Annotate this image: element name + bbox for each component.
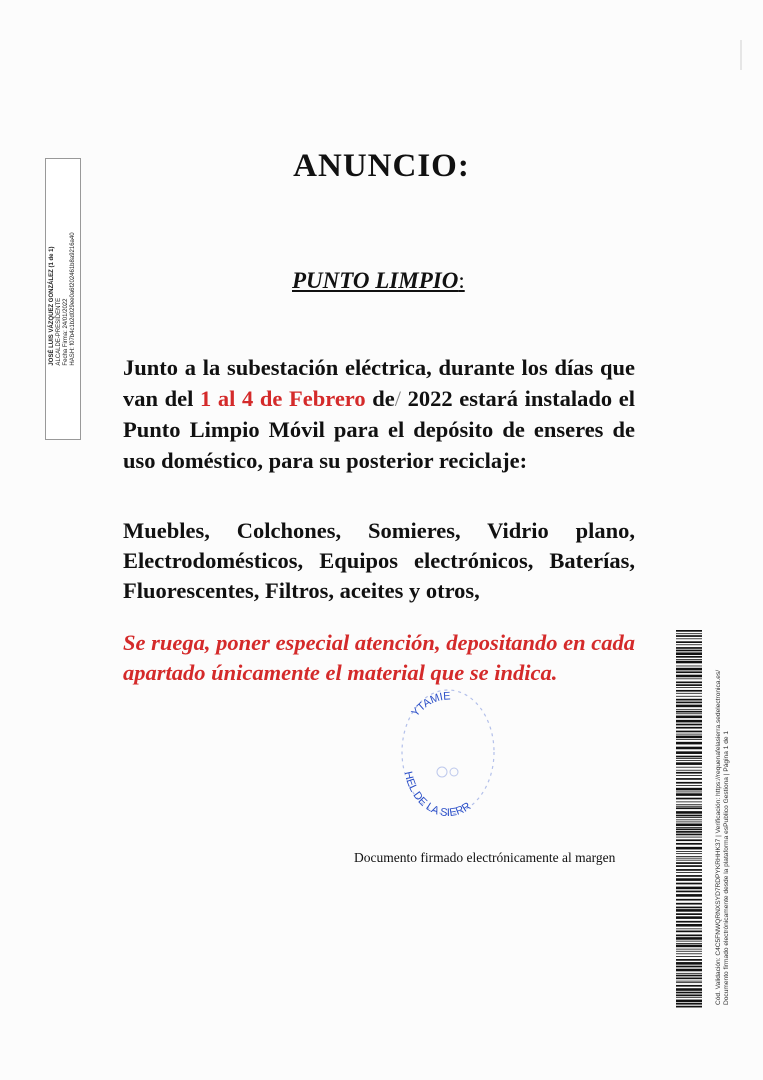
barcode-bar [676,675,702,678]
barcode-bar [676,862,702,864]
barcode-bar [676,875,702,877]
barcode-bar [676,883,702,885]
barcode-bar [676,775,702,776]
signature-box [45,158,81,440]
barcode-bar [676,641,702,643]
svg-text:YTAMIE [409,690,450,719]
barcode-bar [676,973,702,974]
barcode-bar [676,891,702,893]
barcode-bar [676,899,702,901]
materials-list: Muebles, Colchones, Somieres, Vidrio plano, Electrodomésticos, Equipos electrónicos, Baterías, Fluorescentes, Filtros, aceites y otros, [123,518,635,603]
barcode-bar [676,736,702,739]
signer-name: JOSÉ LUIS VÁZQUEZ GONZÁLEZ (1 de 1) [49,246,55,366]
barcode-bar [676,941,702,942]
barcode-bar [676,909,702,912]
barcode-bar [676,951,702,952]
barcode-bar [676,650,702,652]
barcode-bar [676,801,702,802]
verification-text [715,625,731,1005]
barcode-bar [676,831,702,833]
barcode-bar [676,962,702,965]
sign-hash: HASH: f07b4c1b2d029ee0a6f202461b8a9216a40 [70,232,76,366]
barcode-bar [676,678,702,679]
barcode-bar [676,907,702,909]
subtitle-text: PUNTO LIMPIO [292,268,459,293]
barcode-bar [676,756,702,758]
municipal-stamp [392,672,504,822]
paragraph1-slash: / [394,386,402,411]
barcode-bar [676,806,702,807]
barcode-bar [676,804,702,805]
barcode-bar [676,747,702,750]
barcode-bar [676,921,702,923]
barcode-bar [676,684,702,686]
stamp-bottom-text: HEL DE LA SIERR [401,770,474,820]
barcode-bar [676,959,702,961]
barcode-bar [676,656,702,658]
barcode-bar [676,839,702,841]
barcode-bar [676,633,702,634]
barcode-bar [676,713,702,714]
barcode-bar [676,792,702,793]
barcode-bar [676,652,702,655]
barcode-bar [676,734,702,735]
barcode-bar [676,943,702,944]
barcode-bar [676,913,702,915]
barcode-bar [676,767,702,768]
barcode-bar [676,981,702,982]
barcode-bar [676,687,702,688]
barcode-bar [676,644,702,645]
barcode-bar [676,931,702,933]
barcode-bar [676,988,702,991]
barcode-bar [676,758,702,759]
barcode-bar [676,702,702,704]
signed-note: Documento firmado electrónicamente al margen [354,850,616,865]
barcode-bar [676,853,702,854]
scan-mark [740,40,742,70]
barcode-bar [676,647,702,649]
barcode-bar [676,865,702,867]
page-subtitle [292,268,465,294]
barcode-bar [676,772,702,774]
barcode-bar [676,760,702,761]
barcode-bar [676,856,702,857]
barcode-bar [676,724,702,726]
signature-text [49,232,77,365]
sign-date: Fecha Firma: 24/01/2022 [63,298,69,366]
barcode-bar [676,992,702,994]
barcode-bar [676,659,702,660]
barcode-bar [676,788,702,791]
barcode-bar [676,887,702,890]
event-dates: 1 al 4 de Febrero [200,386,366,411]
notice-paragraph: Se ruega, poner especial atención, depositando en cada apartado únicamente el material que se indica. [123,630,635,685]
barcode-bar [676,731,702,733]
barcode-bar [676,778,702,780]
barcode-bar [676,966,702,968]
barcode-bar [676,727,702,729]
barcode-bar [676,811,702,814]
barcode-bar [676,770,702,771]
paragraph1-part2: de [365,386,395,411]
barcode-bar [676,975,702,977]
subtitle-colon: : [458,268,465,293]
barcode-bar [676,834,702,836]
barcode-bar [676,635,702,637]
barcode-bar [676,945,702,948]
barcode-bar [676,709,702,710]
barcode-bar [676,630,702,632]
barcode-bar [676,969,702,972]
paragraph1-part1: Junto a la subestación eléctrica, durante los días que van del [123,355,635,411]
barcode-bar [676,819,702,820]
barcode-bar [676,872,702,873]
barcode-bar [676,982,702,983]
barcode-bar [676,798,702,800]
barcode-bar [676,829,702,831]
signer-role: ALCALDE-PRESIDENTE [56,297,62,366]
barcode-bar [676,928,702,929]
barcode-bar [676,977,702,979]
barcode-bar [676,822,702,823]
barcode-bar [676,1003,702,1005]
barcode-bar [676,666,702,667]
verification-line-2: Documento firmado electrónicamente desde la plataforma esPublico Gestiona | Página 1 de 1 [723,730,730,1005]
barcode-bar [676,837,702,838]
barcode-bar [676,858,702,859]
barcode-bar [676,860,702,861]
barcode-bar [676,739,702,740]
barcode [676,630,702,1008]
barcode-bar [676,817,702,818]
barcode-bar [676,696,702,697]
barcode-bar [676,793,702,796]
barcode-bar [676,716,702,719]
stamp-top-text: YTAMIE [409,690,451,720]
barcode-bar [676,638,702,639]
barcode-bar [676,956,702,957]
barcode-bar [676,949,702,950]
barcode-bar [676,699,702,701]
barcode-bar [676,851,702,852]
barcode-bar [676,742,702,745]
barcode-bar [676,994,702,996]
barcode-bar [676,894,702,897]
barcode-bar [676,903,702,905]
barcode-bar [676,916,702,919]
barcode-bar [676,953,702,954]
barcode-bar [676,1000,702,1003]
verification-line-1: Cód. Validación: C4C5FNWQRNXSYD7RDPYKRHHK37 | Verificación: https://requenafelasierra.sedelectronica.es/ [715,669,722,1005]
announcement-paragraph [123,352,635,476]
barcode-bar [676,843,702,845]
barcode-bar [676,869,702,871]
barcode-bar [676,847,702,850]
page-title: ANUNCIO: [293,148,470,184]
barcode-bar [676,671,702,673]
barcode-bar [676,693,702,694]
barcode-bar [676,668,702,671]
barcode-bar [676,807,702,809]
barcode-bar [676,924,702,927]
barcode-bar [676,762,702,765]
barcode-bar [676,690,702,692]
barcode-bar [676,720,702,723]
barcode-bar [676,985,702,987]
barcode-bar [676,937,702,940]
barcode-bar [676,1006,702,1008]
paragraph1-part3: 2022 estará instalado el Punto Limpio Móvil para el depósito de enseres de uso doméstico, para su posterior reciclaje: [123,386,635,473]
barcode-bar [676,997,702,998]
barcode-bar [676,815,702,817]
barcode-bar [676,878,702,881]
svg-text:HEL DE LA SIERR [402,770,473,819]
barcode-bar [676,782,702,784]
barcode-bar [676,827,702,828]
barcode-bar [676,785,702,786]
barcode-bar [676,823,702,826]
barcode-bar [676,711,702,713]
barcode-bar [676,681,702,683]
barcode-bar [676,751,702,754]
barcode-bar [676,661,702,664]
barcode-bar [676,705,702,708]
barcode-bar [676,935,702,937]
